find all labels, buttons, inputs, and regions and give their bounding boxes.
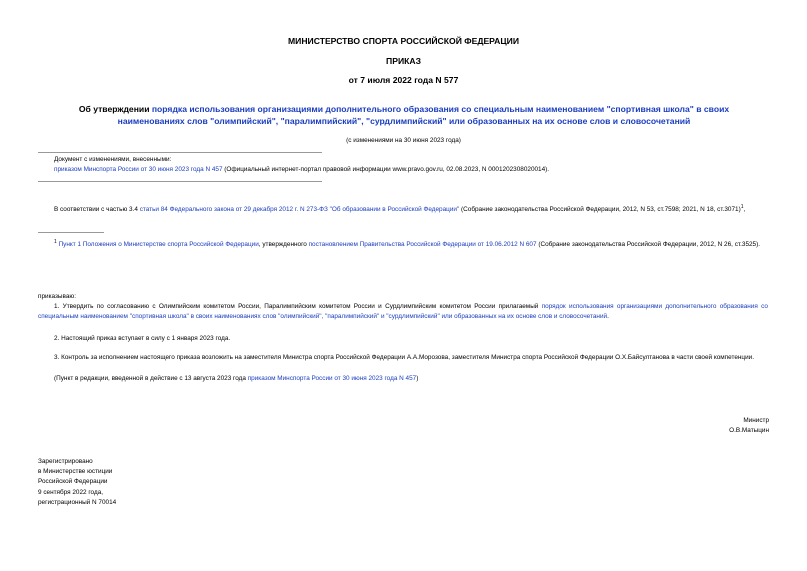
order-item-3: 3. Контроль за исполнением настоящего приказа возложить на заместителя Министра спорта Российской Федерации А.А.Морозова, заместителя Министра спорта Российской Федерации О.Х.Байсултанова в части своей компетенции. xyxy=(54,354,755,361)
note-link[interactable]: приказом Минспорта России от 30 июня 2023 года N 457 xyxy=(247,375,417,382)
ministry-heading: МИНИСТЕРСТВО СПОРТА РОССИЙСКОЙ ФЕДЕРАЦИИ xyxy=(287,36,519,46)
preamble xyxy=(38,202,768,215)
preamble-text-2: (Собрание законодательства Российской Федерации, 2012, N 53, ст.7598; 2021, N 18, ст.3071) xyxy=(459,206,741,214)
signature-name: О.В.Матыцин xyxy=(729,427,769,434)
order-item-1 xyxy=(38,302,768,322)
divider xyxy=(38,181,322,182)
footnote-ref[interactable]: 1 xyxy=(740,204,744,210)
registration-line: регистрационный N 70014 xyxy=(38,498,117,506)
note-end: ) xyxy=(416,375,419,382)
signature-position: Министр xyxy=(743,417,769,424)
footnote-text-1: , утвержденного xyxy=(258,241,309,249)
registration-line: 9 сентября 2022 года, xyxy=(38,488,104,496)
order-item-1-end: . xyxy=(607,313,609,321)
registration-line: Российской Федерации xyxy=(38,478,108,486)
changes-rest: (Официальный интернет-портал правовой информации www.pravo.gov.ru, 02.08.2023, N 0001202308020014). xyxy=(222,166,550,174)
footnote xyxy=(38,237,768,250)
registration-line: в Министерстве юстиции xyxy=(38,468,113,476)
order-item-1-link[interactable]: порядок использования организациями дополнительного образования со специальным наименованием "спортивная школа" в своих наименованиях слов "олимпийский", "паралимпийский" и "сурдлимпийский" или образованных на их основе слов и словосочетаний xyxy=(38,303,768,321)
title-link[interactable]: порядка использования организациями дополнительного образования со специальным наименованием "спортивная школа" в своих наименованиях слов "олимпийский", "паралимпийский", "сурдлимпийский" или образованных на их основе слов и словосочетаний xyxy=(117,104,730,126)
edition-note: (с изменениями на 30 июня 2023 года) xyxy=(346,137,461,144)
footnote-marker: 1 xyxy=(54,239,57,245)
changes-line xyxy=(54,165,754,175)
changes-heading: Документ с изменениями, внесенными: xyxy=(54,156,172,163)
order-item-2: 2. Настоящий приказ вступает в силу с 1 января 2023 года. xyxy=(54,335,231,342)
document-title xyxy=(72,104,736,127)
footnote-text-2: (Собрание законодательства Российской Федерации, 2012, N 26, ст.3525). xyxy=(536,241,761,249)
divider xyxy=(38,152,322,153)
footnote-link-2[interactable]: постановлением Правительства Российской Федерации от 19.06.2012 N 607 xyxy=(308,241,537,249)
title-prefix: Об утверждении xyxy=(78,104,152,114)
preamble-text: В соответствии с частью 3.4 xyxy=(54,206,140,214)
changes-link[interactable]: приказом Минспорта России от 30 июня 2023 года N 457 xyxy=(54,166,223,174)
changes-block xyxy=(54,155,754,175)
footnote-divider xyxy=(38,232,104,233)
preamble-text-3: , xyxy=(743,206,746,214)
registration-block xyxy=(38,457,116,508)
preamble-law-link[interactable]: статьи 84 Федерального закона от 29 декабря 2012 г. N 273-ФЗ "Об образовании в Российской Федерации" xyxy=(139,206,460,214)
note-text: (Пункт в редакции, введенной в действие с 13 августа 2023 года xyxy=(54,375,248,382)
order-prikazyvayu: приказываю: xyxy=(38,293,76,300)
document-type: ПРИКАЗ xyxy=(386,56,421,66)
order-item-1-text: 1. Утвердить по согласованию с Олимпийским комитетом России, Паралимпийским комитетом России и Сурдлимпийским комитетом России прилагаемый xyxy=(54,303,542,310)
document-date-number: от 7 июля 2022 года N 577 xyxy=(348,75,459,85)
order-item-3-note xyxy=(54,374,418,384)
registration-line: Зарегистрировано xyxy=(38,458,93,465)
footnote-link-1[interactable]: Пункт 1 Положения о Министерстве спорта Российской Федерации xyxy=(58,241,259,249)
